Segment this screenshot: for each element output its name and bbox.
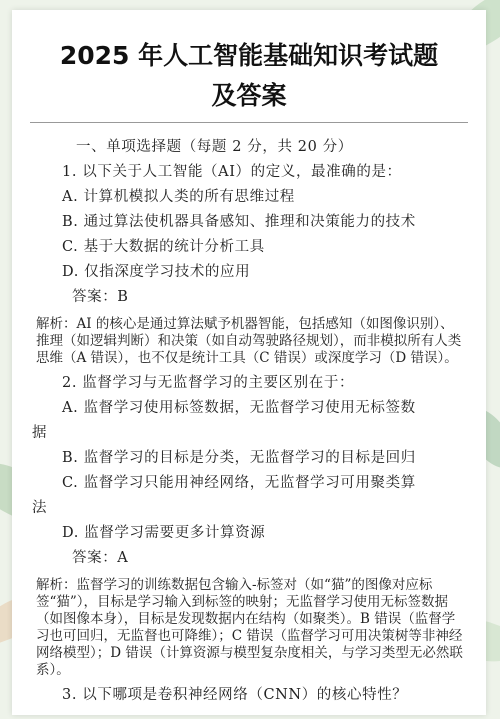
question-2-stem: 2. 监督学习与无监督学习的主要区别在于： [62,375,355,391]
question-1-stem: 1. 以下关于人工智能（AI）的定义，最准确的是： [62,164,402,180]
question-2-option-d: D. 监督学习需要更多计算资源 [62,525,266,541]
title-divider [30,122,468,123]
question-1-option-b: B. 通过算法使机器具备感知、推理和决策能力的技术 [62,214,416,230]
question-2-explanation: 解析：监督学习的训练数据包含输入-标签对（如“猫”的图像对应标签“猫”），目标是学习输入到标签的映射；无监督学习使用无标签数据（如图像本身），目标是发现数据内在结构（如聚类）。B 错误（监督学习也可回归，无监督也可降维）；C 错误（监督学习可用决策树等非神经网络模型）；D 错误（计算资源与模型复杂度相关，与学习类型无必然联系）。 [36,577,463,678]
title-line-2: 及答案 [211,81,287,110]
question-1-explanation: 解析：AI 的核心是通过算法赋予机器智能，包括感知（如图像识别）、推理（如逻辑判断）和决策（如自动驾驶路径规划），而非模拟所有人类思维（A 错误），也不仅是统计工具（C 错误）或深度学习（D 错误）。 [36,316,462,366]
document-page[interactable] [12,10,486,715]
question-2-option-c: C. 监督学习只能用神经网络，无监督学习可用聚类算 [62,475,416,491]
question-2-answer: 答案：A [72,550,129,566]
title-line-1: 2025 年人工智能基础知识考试题 [59,41,439,70]
document-title [12,36,486,116]
question-2-option-b: B. 监督学习的目标是分类，无监督学习的目标是回归 [62,450,416,466]
question-2-option-a-wrap: 据 [32,425,48,441]
question-1-answer: 答案：B [72,289,129,305]
question-2-option-a: A. 监督学习使用标签数据，无监督学习使用无标签数 [62,400,416,416]
question-3-stem: 3. 以下哪项是卷积神经网络（CNN）的核心特性？ [62,687,408,703]
question-1-option-a: A. 计算机模拟人类的所有思维过程 [62,189,295,205]
section-heading: 一、单项选择题（每题 2 分，共 20 分） [76,139,353,155]
question-1-option-c: C. 基于大数据的统计分析工具 [62,239,265,255]
question-1-option-d: D. 仅指深度学习技术的应用 [62,264,251,280]
document-body [26,135,470,708]
question-2-option-c-wrap: 法 [32,500,48,516]
